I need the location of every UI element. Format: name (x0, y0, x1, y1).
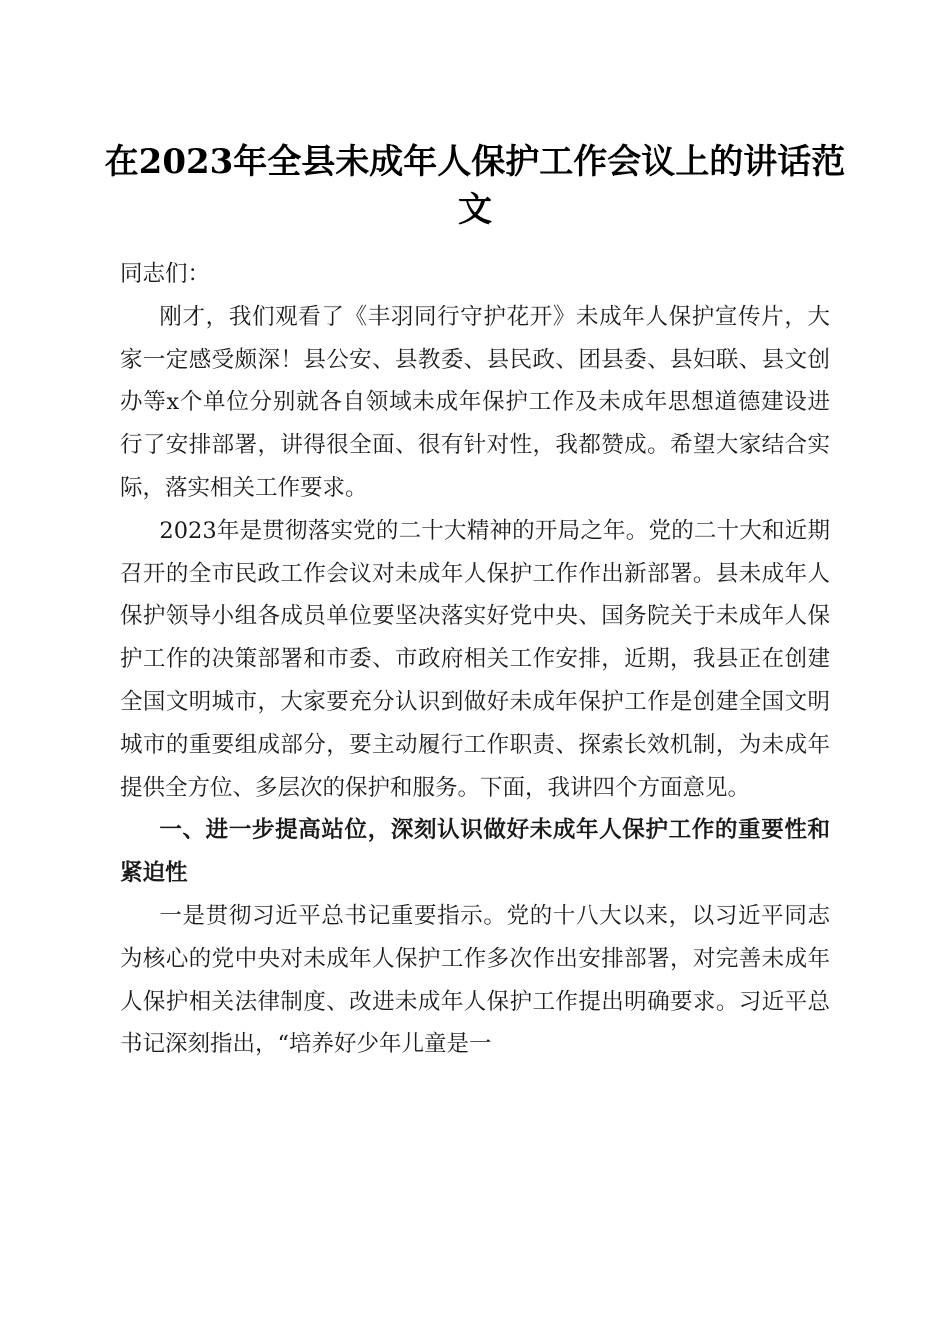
salutation: 同志们： (120, 261, 211, 287)
paragraph: 刚才，我们观看了《丰羽同行守护花开》未成年人保护宣传片，大家一定感受颇深！县公安、县教委、县民政、团县委、县妇联、县文创办等x个单位分别就各自领域未成年保护工作及未成年思想道德建设进行了安排部署，讲得很全面、很有针对性，我都赞成。希望大家结合实际，落实相关工作要求。 (120, 303, 830, 501)
subsection-lead: 一是贯彻习近平总书记重要指示。 (159, 902, 507, 929)
subsection-text: 党的十八大以来，以习近平同志为核心的党中央对未成年人保护工作多次作出安排部署，对完善未成年人保护相关法律制度、改进未成年人保护工作提出明确要求。习近平总书记深刻指出，“培养好少年儿童是一 (120, 902, 830, 1058)
document-body (120, 253, 830, 1066)
paragraph: 2023年是贯彻落实党的二十大精神的开局之年。党的二十大和近期召开的全市民政工作会议对未成年人保护工作作出新部署。县未成年人保护领导小组各成员单位要坚决落实好党中央、国务院关于未成年人保护工作的决策部署和市委、市政府相关工作安排，近期，我县正在创建全国文明城市，大家要充分认识到做好未成年保护工作是创建全国文明城市的重要组成部分，要主动履行工作职责、探索长效机制，为未成年提供全方位、多层次的保护和服务。下面，我讲四个方面意见。 (120, 517, 830, 801)
section-heading: 一、进一步提高站位，深刻认识做好未成年人保护工作的重要性和紧迫性 (120, 817, 830, 887)
subsection-paragraph (120, 895, 830, 1066)
document-title: 在2023年全县未成年人保护工作会议上的讲话范文 (104, 142, 846, 230)
